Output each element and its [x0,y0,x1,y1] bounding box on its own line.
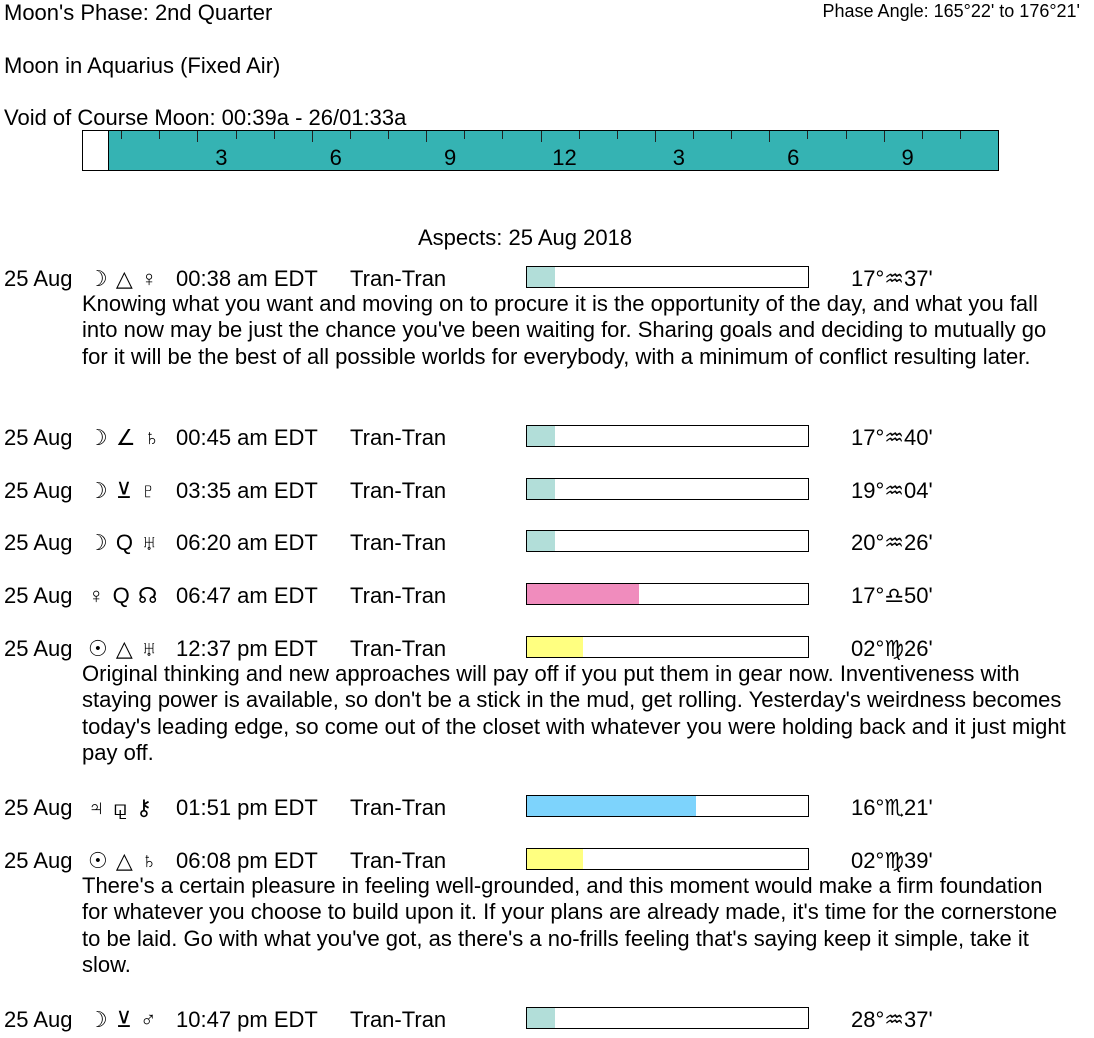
aspect-strength-fill [527,1008,555,1028]
timeline-hour-label: 9 [901,145,914,170]
aspect-time: 01:51 pm EDT [176,795,318,820]
timeline-tick [426,131,427,142]
timeline-tick [884,131,885,142]
aspect-kind: Tran-Tran [350,795,447,820]
timeline-hour-label: 6 [329,145,342,170]
void-gap [83,131,109,170]
aspect-strength-bar [526,530,809,552]
timeline-tick [464,131,465,139]
timeline-tick [579,131,580,139]
timeline-tick [274,131,275,139]
aspect-kind: Tran-Tran [350,478,447,503]
aspect-strength-bar [526,1007,809,1029]
timeline-tick [159,131,160,139]
aspect-position: 02°♍26' [851,636,933,661]
aspect-time: 06:08 pm EDT [176,848,318,873]
timeline-tick [388,131,389,139]
timeline-tick [807,131,808,139]
timeline-tick [502,131,503,139]
aspect-glyphs: ☉ △ ♅ [88,636,159,661]
aspect-date: 25 Aug [4,530,73,555]
aspect-kind: Tran-Tran [350,425,447,450]
timeline-tick [731,131,732,139]
aspect-strength-fill [527,849,583,869]
timeline-tick [236,131,237,139]
aspect-strength-bar [526,583,809,605]
aspect-strength-bar [526,848,809,870]
aspect-strength-bar [526,266,809,288]
aspect-strength-fill [527,531,555,551]
aspect-time: 00:38 am EDT [176,266,318,291]
void-of-course: Void of Course Moon: 00:39a - 26/01:33a [4,105,407,130]
aspect-date: 25 Aug [4,848,73,873]
aspect-description: Original thinking and new approaches will pay off if you put them in gear now. Inventiveness with staying power is available, so don't be a stick in the mud, get rolling. Yesterday's weirdness becomes today's leading edge, so come out of the closet with whatever you were holding back and it just might pay off. [82,661,1066,765]
aspect-kind: Tran-Tran [350,530,447,555]
aspect-glyphs: ☽ ∠ ♄ [88,425,162,450]
aspect-kind: Tran-Tran [350,636,447,661]
aspect-kind: Tran-Tran [350,583,447,608]
aspect-time: 06:47 am EDT [176,583,318,608]
timeline-hour-label: 9 [444,145,457,170]
aspect-strength-fill [527,796,696,816]
aspect-position: 17°♒40' [851,425,933,450]
aspect-glyphs: ♀ Q ☊ [88,583,159,608]
aspect-strength-fill [527,267,555,287]
timeline-tick [846,131,847,139]
timeline-tick [121,131,122,139]
aspect-strength-bar [526,795,809,817]
timeline-tick [617,131,618,139]
aspect-position: 19°♒04' [851,478,933,503]
timeline-hour-label: 3 [672,145,685,170]
timeline-tick [197,131,198,142]
aspect-position: 16°♏21' [851,795,933,820]
aspect-strength-bar [526,636,809,658]
aspect-date: 25 Aug [4,1007,73,1032]
timeline-tick [769,131,770,142]
aspect-date: 25 Aug [4,583,73,608]
aspect-date: 25 Aug [4,425,73,450]
aspect-time: 00:45 am EDT [176,425,318,450]
aspect-date: 25 Aug [4,636,73,661]
aspect-glyphs: ☽ ⊻ ♂ [88,1007,158,1032]
timeline-tick [693,131,694,139]
aspect-time: 10:47 pm EDT [176,1007,318,1032]
timeline-tick [922,131,923,139]
aspect-kind: Tran-Tran [350,1007,447,1032]
aspects-title: Aspects: 25 Aug 2018 [418,225,633,250]
timeline-hour-label: 3 [215,145,228,170]
aspect-position: 02°♍39' [851,848,933,873]
aspect-strength-bar [526,478,809,500]
aspect-glyphs: ☽ Q ♅ [88,530,159,555]
phase-angle: Phase Angle: 165°22' to 176°21' [822,1,1080,21]
aspect-date: 25 Aug [4,795,73,820]
aspect-date: 25 Aug [4,266,73,291]
aspect-strength-fill [527,426,555,446]
aspect-date: 25 Aug [4,478,73,503]
aspect-glyphs: ♃ ⚼ ⚷ [88,795,154,820]
aspect-kind: Tran-Tran [350,848,447,873]
timeline-hour-label: 6 [787,145,800,170]
aspect-strength-fill [527,637,583,657]
aspect-description: Knowing what you want and moving on to procure it is the opportunity of the day, and what you fall into now may be just the chance you've been waiting for. Sharing goals and deciding to mutually go for it will be the best of all possible worlds for everybody, with a minimum of conflict resulting later. [82,291,1047,369]
timeline-tick [541,131,542,142]
aspect-glyphs: ☽ △ ♀ [88,266,159,291]
aspect-glyphs: ☽ ⊻ ♇ [88,478,158,503]
aspect-strength-fill [527,584,639,604]
aspect-position: 28°♒37' [851,1007,933,1032]
void-of-course-timeline [82,130,999,171]
moon-sign: Moon in Aquarius (Fixed Air) [4,53,281,78]
aspect-glyphs: ☉ △ ♄ [88,848,159,873]
aspect-position: 17°♒37' [851,266,933,291]
aspect-time: 12:37 pm EDT [176,636,318,661]
aspect-strength-bar [526,425,809,447]
moon-phase: Moon's Phase: 2nd Quarter [4,0,273,25]
aspect-position: 20°♒26' [851,530,933,555]
timeline-hour-label: 12 [552,145,577,170]
aspect-time: 03:35 am EDT [176,478,318,503]
aspect-kind: Tran-Tran [350,266,447,291]
aspect-time: 06:20 am EDT [176,530,318,555]
timeline-tick [960,131,961,139]
timeline-tick [350,131,351,139]
aspect-position: 17°♎50' [851,583,933,608]
aspect-description: There's a certain pleasure in feeling well-grounded, and this moment would make a firm foundation for whatever you choose to build upon it. If your plans are already made, it's time for the cornerstone to be laid. Go with what you've got, as there's a no-frills feeling that's saying keep it simple, take it slow. [82,873,1058,977]
timeline-tick [312,131,313,142]
timeline-tick [655,131,656,142]
aspect-strength-fill [527,479,555,499]
